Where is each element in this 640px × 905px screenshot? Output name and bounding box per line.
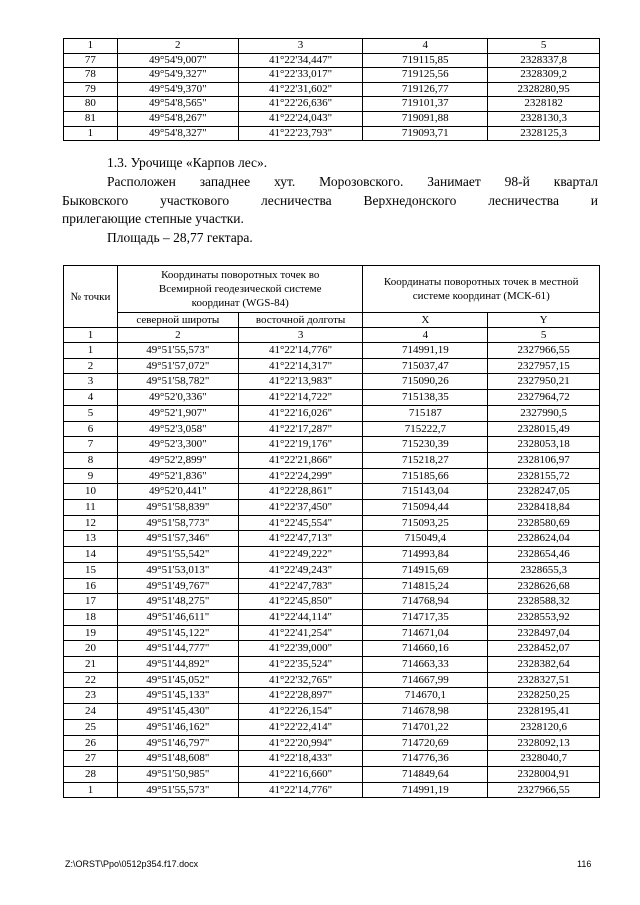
cell-longitude: 41°22'26,154" [238, 704, 363, 720]
cell-longitude: 41°22'14,722" [238, 390, 363, 406]
cell-latitude: 49°51'45,430" [117, 704, 238, 720]
section-paragraph-line: Расположен западнее хут. Морозовского. Занимает 98-й квартал [107, 173, 598, 189]
column-number: 4 [363, 328, 488, 343]
cell-longitude: 41°22'35,524" [238, 657, 363, 673]
cell-x: 715218,27 [363, 452, 488, 468]
table-row [64, 53, 600, 68]
cell-x: 719115,85 [363, 53, 488, 68]
section-heading: 1.3. Урочище «Карпов лес». [107, 155, 268, 170]
cell-latitude: 49°54'9,370" [117, 82, 238, 97]
cell-x: 715037,47 [363, 358, 488, 374]
cell-latitude: 49°52'1,836" [117, 468, 238, 484]
cell-longitude: 41°22'32,765" [238, 672, 363, 688]
column-number: 5 [488, 328, 600, 343]
cell-y: 2328195,41 [488, 704, 600, 720]
cell-point-number: 80 [64, 97, 118, 112]
cell-y: 2328130,3 [488, 111, 600, 126]
cell-x: 715049,4 [363, 531, 488, 547]
cell-y: 2328452,07 [488, 641, 600, 657]
cell-x: 714717,35 [363, 609, 488, 625]
cell-point-number: 7 [64, 437, 118, 453]
table-row [64, 531, 600, 547]
cell-latitude: 49°54'8,327" [117, 126, 238, 141]
cell-latitude: 49°54'9,007" [117, 53, 238, 68]
cell-latitude: 49°51'46,611" [117, 609, 238, 625]
column-number: 4 [363, 39, 488, 54]
cell-point-number: 1 [64, 343, 118, 359]
cell-x: 714660,16 [363, 641, 488, 657]
cell-y: 2328553,92 [488, 609, 600, 625]
cell-longitude: 41°22'44,114" [238, 609, 363, 625]
cell-y: 2328247,05 [488, 484, 600, 500]
cell-y: 2328309,2 [488, 68, 600, 83]
table-row [64, 719, 600, 735]
cell-longitude: 41°22'45,850" [238, 594, 363, 610]
cell-latitude: 49°51'57,072" [117, 358, 238, 374]
cell-latitude: 49°52'0,336" [117, 390, 238, 406]
cell-latitude: 49°51'58,839" [117, 500, 238, 516]
cell-longitude: 41°22'16,026" [238, 405, 363, 421]
cell-point-number: 6 [64, 421, 118, 437]
cell-point-number: 27 [64, 751, 118, 767]
table-row [64, 374, 600, 390]
cell-longitude: 41°22'13,983" [238, 374, 363, 390]
cell-longitude: 41°22'33,017" [238, 68, 363, 83]
cell-longitude: 41°22'49,243" [238, 562, 363, 578]
cell-y: 2328624,04 [488, 531, 600, 547]
table-row [64, 657, 600, 673]
cell-x: 715185,66 [363, 468, 488, 484]
cell-latitude: 49°51'55,573" [117, 343, 238, 359]
cell-y: 2328155,72 [488, 468, 600, 484]
cell-y: 2328015,49 [488, 421, 600, 437]
cell-point-number: 13 [64, 531, 118, 547]
cell-latitude: 49°51'49,767" [117, 578, 238, 594]
cell-y: 2327950,21 [488, 374, 600, 390]
cell-x: 714991,19 [363, 782, 488, 798]
header-point-number: № точки [64, 266, 118, 328]
cell-point-number: 3 [64, 374, 118, 390]
cell-longitude: 41°22'47,783" [238, 578, 363, 594]
cell-x: 715187 [363, 405, 488, 421]
table-row [64, 594, 600, 610]
cell-latitude: 49°51'44,777" [117, 641, 238, 657]
cell-y: 2328092,13 [488, 735, 600, 751]
table-row [64, 452, 600, 468]
top-table-body [64, 53, 600, 141]
cell-point-number: 23 [64, 688, 118, 704]
cell-longitude: 41°22'18,433" [238, 751, 363, 767]
cell-latitude: 49°52'3,058" [117, 421, 238, 437]
column-number: 5 [488, 39, 600, 54]
cell-x: 714667,99 [363, 672, 488, 688]
cell-y: 2328337,8 [488, 53, 600, 68]
cell-y: 2328125,3 [488, 126, 600, 141]
cell-longitude: 41°22'39,000" [238, 641, 363, 657]
footer-file-path: Z:\ORST\Ppo\0512p354.f17.docx [65, 859, 199, 869]
table-row [64, 405, 600, 421]
table-row [64, 500, 600, 516]
column-numbering-row [64, 328, 600, 343]
cell-point-number: 21 [64, 657, 118, 673]
cell-point-number: 25 [64, 719, 118, 735]
cell-y: 2328382,64 [488, 657, 600, 673]
cell-x: 715090,26 [363, 374, 488, 390]
cell-x: 714701,22 [363, 719, 488, 735]
column-number: 1 [64, 328, 118, 343]
cell-x: 714720,69 [363, 735, 488, 751]
table-row [64, 562, 600, 578]
cell-latitude: 49°51'50,985" [117, 766, 238, 782]
cell-point-number: 17 [64, 594, 118, 610]
cell-x: 714768,94 [363, 594, 488, 610]
cell-y: 2327966,55 [488, 343, 600, 359]
cell-point-number: 15 [64, 562, 118, 578]
header-y: Y [488, 313, 600, 328]
cell-point-number: 28 [64, 766, 118, 782]
cell-point-number: 78 [64, 68, 118, 83]
cell-point-number: 22 [64, 672, 118, 688]
cell-longitude: 41°22'37,450" [238, 500, 363, 516]
cell-latitude: 49°54'8,565" [117, 97, 238, 112]
cell-x: 714670,1 [363, 688, 488, 704]
table-row [64, 111, 600, 126]
cell-latitude: 49°51'57,346" [117, 531, 238, 547]
cell-point-number: 24 [64, 704, 118, 720]
cell-point-number: 1 [64, 126, 118, 141]
subheader-row [64, 313, 600, 328]
cell-x: 719126,77 [363, 82, 488, 97]
cell-x: 714991,19 [363, 343, 488, 359]
cell-point-number: 81 [64, 111, 118, 126]
cell-y: 2328588,32 [488, 594, 600, 610]
cell-x: 719093,71 [363, 126, 488, 141]
cell-point-number: 8 [64, 452, 118, 468]
cell-y: 2328250,25 [488, 688, 600, 704]
table-row [64, 358, 600, 374]
cell-latitude: 49°52'3,300" [117, 437, 238, 453]
cell-longitude: 41°22'21,866" [238, 452, 363, 468]
cell-point-number: 10 [64, 484, 118, 500]
cell-y: 2327990,5 [488, 405, 600, 421]
cell-longitude: 41°22'31,602" [238, 82, 363, 97]
cell-longitude: 41°22'22,414" [238, 719, 363, 735]
table-row [64, 766, 600, 782]
cell-point-number: 1 [64, 782, 118, 798]
cell-longitude: 41°22'47,713" [238, 531, 363, 547]
cell-longitude: 41°22'17,287" [238, 421, 363, 437]
cell-longitude: 41°22'45,554" [238, 515, 363, 531]
cell-latitude: 49°51'53,013" [117, 562, 238, 578]
cell-x: 715093,25 [363, 515, 488, 531]
cell-y: 2328580,69 [488, 515, 600, 531]
cell-latitude: 49°51'46,162" [117, 719, 238, 735]
cell-x: 714776,36 [363, 751, 488, 767]
cell-latitude: 49°51'55,573" [117, 782, 238, 798]
table-row [64, 68, 600, 83]
cell-latitude: 49°54'9,327" [117, 68, 238, 83]
table-row [64, 82, 600, 97]
cell-longitude: 41°22'16,660" [238, 766, 363, 782]
cell-point-number: 16 [64, 578, 118, 594]
cell-latitude: 49°51'55,542" [117, 547, 238, 563]
cell-point-number: 5 [64, 405, 118, 421]
cell-point-number: 26 [64, 735, 118, 751]
cell-x: 714678,98 [363, 704, 488, 720]
footer-page-number: 116 [577, 859, 592, 869]
cell-x: 714993,84 [363, 547, 488, 563]
column-numbering-row [64, 39, 600, 54]
table-row [64, 547, 600, 563]
cell-x: 719091,88 [363, 111, 488, 126]
cell-latitude: 49°52'0,441" [117, 484, 238, 500]
cell-x: 715138,35 [363, 390, 488, 406]
cell-latitude: 49°51'48,608" [117, 751, 238, 767]
column-number: 2 [117, 328, 238, 343]
cell-y: 2327966,55 [488, 782, 600, 798]
column-number: 3 [238, 39, 363, 54]
cell-longitude: 41°22'14,317" [238, 358, 363, 374]
table-row [64, 343, 600, 359]
cell-point-number: 20 [64, 641, 118, 657]
cell-x: 714849,64 [363, 766, 488, 782]
header-wgs84: Координаты поворотных точек во Всемирной геодезической системе координат (WGS-84) [117, 266, 363, 313]
header-msk61: Координаты поворотных точек в местной системе координат (МСК-61) [363, 266, 600, 313]
cell-y: 2328418,84 [488, 500, 600, 516]
cell-latitude: 49°54'8,267" [117, 111, 238, 126]
cell-longitude: 41°22'19,176" [238, 437, 363, 453]
cell-latitude: 49°51'46,797" [117, 735, 238, 751]
cell-latitude: 49°51'45,133" [117, 688, 238, 704]
cell-point-number: 9 [64, 468, 118, 484]
cell-latitude: 49°51'58,782" [117, 374, 238, 390]
section-karpov-les [62, 154, 598, 248]
main-table-body [64, 343, 600, 798]
cell-x: 719125,56 [363, 68, 488, 83]
table-row [64, 688, 600, 704]
header-north-latitude: северной широты [117, 313, 238, 328]
cell-latitude: 49°52'1,907" [117, 405, 238, 421]
cell-longitude: 41°22'14,776" [238, 782, 363, 798]
table-row [64, 578, 600, 594]
cell-y: 2328654,46 [488, 547, 600, 563]
coordinates-table [63, 265, 600, 798]
cell-longitude: 41°22'28,861" [238, 484, 363, 500]
cell-point-number: 18 [64, 609, 118, 625]
cell-y: 2328655,3 [488, 562, 600, 578]
table-row [64, 515, 600, 531]
column-number: 2 [117, 39, 238, 54]
section-paragraph-line: прилегающие степные участки. [62, 211, 244, 227]
table-row [64, 735, 600, 751]
table-row [64, 672, 600, 688]
cell-latitude: 49°51'45,122" [117, 625, 238, 641]
cell-longitude: 41°22'26,636" [238, 97, 363, 112]
cell-y: 2328280,95 [488, 82, 600, 97]
cell-point-number: 4 [64, 390, 118, 406]
cell-point-number: 11 [64, 500, 118, 516]
cell-latitude: 49°51'48,275" [117, 594, 238, 610]
cell-point-number: 19 [64, 625, 118, 641]
table-row [64, 421, 600, 437]
cell-x: 714915,69 [363, 562, 488, 578]
cell-point-number: 2 [64, 358, 118, 374]
cell-y: 2328327,51 [488, 672, 600, 688]
table-row [64, 704, 600, 720]
column-number: 3 [238, 328, 363, 343]
cell-y: 2328106,97 [488, 452, 600, 468]
cell-y: 2327964,72 [488, 390, 600, 406]
section-paragraph-line: Быковского участкового лесничества Верхнедонского лесничества и [62, 192, 598, 208]
cell-x: 714815,24 [363, 578, 488, 594]
table-row [64, 390, 600, 406]
table-row [64, 468, 600, 484]
cell-y: 2328053,18 [488, 437, 600, 453]
coordinates-table-continued [63, 38, 600, 141]
cell-longitude: 41°22'49,222" [238, 547, 363, 563]
table-row [64, 484, 600, 500]
cell-longitude: 41°22'14,776" [238, 343, 363, 359]
table-row [64, 782, 600, 798]
cell-x: 715094,44 [363, 500, 488, 516]
cell-point-number: 14 [64, 547, 118, 563]
header-row [64, 266, 600, 313]
cell-longitude: 41°22'28,897" [238, 688, 363, 704]
cell-longitude: 41°22'24,043" [238, 111, 363, 126]
cell-x: 715143,04 [363, 484, 488, 500]
table-row [64, 126, 600, 141]
section-area: Площадь – 28,77 гектара. [107, 230, 253, 246]
cell-point-number: 12 [64, 515, 118, 531]
cell-x: 714663,33 [363, 657, 488, 673]
table-row [64, 609, 600, 625]
cell-x: 715222,7 [363, 421, 488, 437]
cell-y: 2328004,91 [488, 766, 600, 782]
table-row [64, 437, 600, 453]
cell-y: 2328182 [488, 97, 600, 112]
table-row [64, 625, 600, 641]
cell-longitude: 41°22'20,994" [238, 735, 363, 751]
cell-longitude: 41°22'23,793" [238, 126, 363, 141]
cell-y: 2327957,15 [488, 358, 600, 374]
cell-latitude: 49°51'45,052" [117, 672, 238, 688]
cell-latitude: 49°52'2,899" [117, 452, 238, 468]
cell-longitude: 41°22'34,447" [238, 53, 363, 68]
cell-y: 2328040,7 [488, 751, 600, 767]
cell-x: 714671,04 [363, 625, 488, 641]
cell-y: 2328120,6 [488, 719, 600, 735]
column-number: 1 [64, 39, 118, 54]
cell-point-number: 77 [64, 53, 118, 68]
cell-latitude: 49°51'44,892" [117, 657, 238, 673]
table-row [64, 97, 600, 112]
cell-y: 2328626,68 [488, 578, 600, 594]
header-east-longitude: восточной долготы [238, 313, 363, 328]
cell-latitude: 49°51'58,773" [117, 515, 238, 531]
table-row [64, 641, 600, 657]
cell-point-number: 79 [64, 82, 118, 97]
table-row [64, 751, 600, 767]
cell-y: 2328497,04 [488, 625, 600, 641]
cell-longitude: 41°22'41,254" [238, 625, 363, 641]
cell-x: 715230,39 [363, 437, 488, 453]
cell-longitude: 41°22'24,299" [238, 468, 363, 484]
header-x: X [363, 313, 488, 328]
cell-x: 719101,37 [363, 97, 488, 112]
